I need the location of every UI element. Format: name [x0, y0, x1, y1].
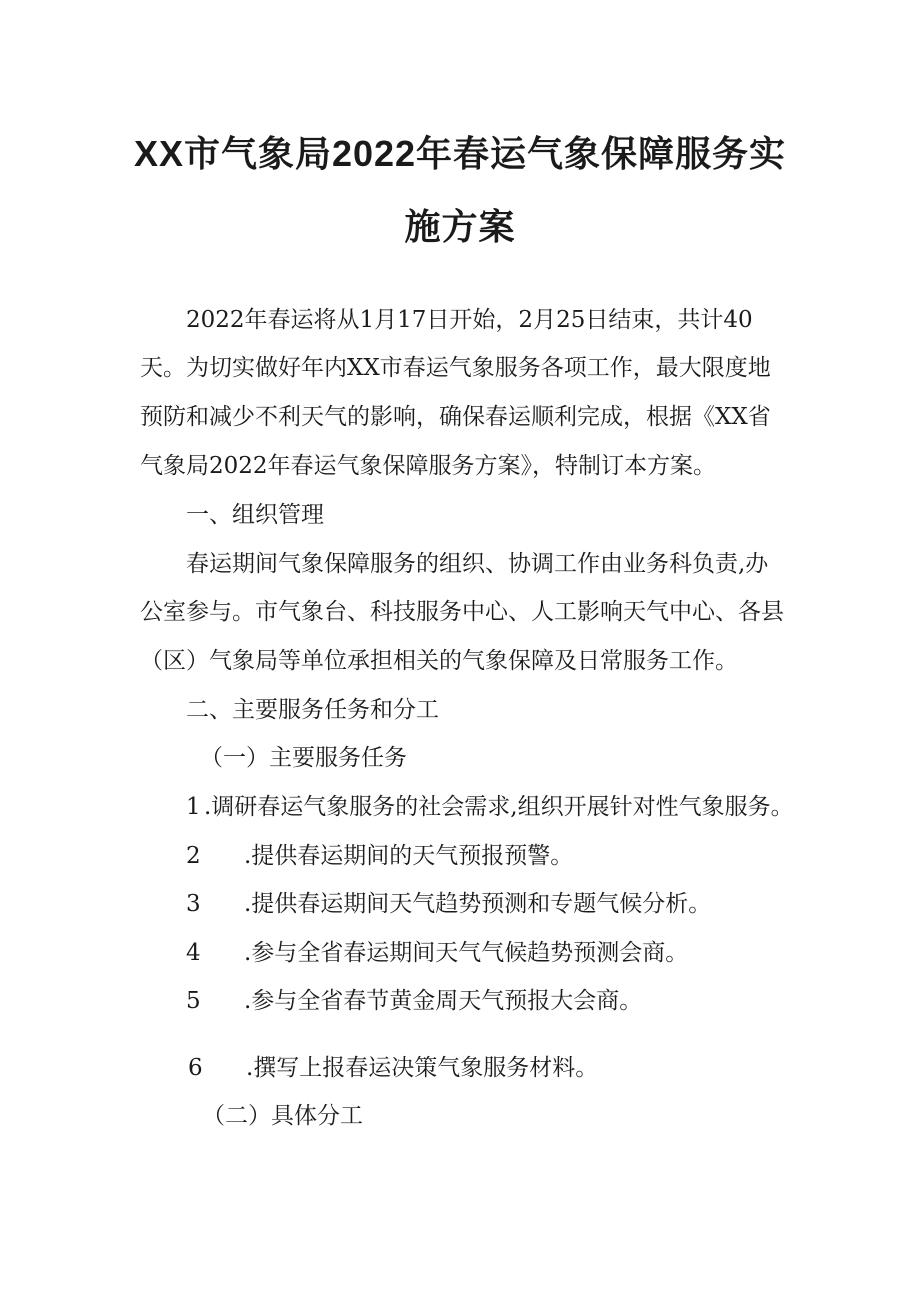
task-text: .参与全省春节黄金周天气预报大会商。	[244, 988, 643, 1014]
section-1-line-2: 公室参与。市气象台、科技服务中心、人工影响天气中心、各县	[140, 599, 784, 625]
task-text: .提供春运期间的天气预报预警。	[244, 843, 574, 869]
task-number: 6	[188, 1055, 203, 1081]
task-number: 4	[186, 940, 201, 966]
task-text: .参与全省春运期间天气气候趋势预测会商。	[244, 940, 689, 966]
task-item-1	[186, 792, 794, 822]
task-text: .调研春运气象服务的社会需求,组织开展针对性气象服务。	[204, 794, 794, 820]
task-text: .撰写上报春运决策气象服务材料。	[246, 1055, 599, 1081]
task-item-5	[186, 986, 642, 1016]
section-2-heading: 二、主要服务任务和分工	[186, 697, 439, 723]
subsection-1-heading: （一）主要服务任务	[200, 745, 407, 771]
task-item-4	[186, 938, 688, 968]
task-number: 3	[186, 891, 201, 917]
task-item-2	[186, 841, 573, 871]
intro-line-4: 气象局2022年春运气象保障服务方案》，特制订本方案。	[140, 453, 717, 479]
task-item-3	[186, 889, 711, 919]
intro-line-3: 预防和减少不利天气的影响，确保春运顺利完成，根据《XX省	[140, 404, 771, 430]
intro-line-1: 2022年春运将从1月17日开始，2月25日结束，共计40	[186, 307, 753, 333]
task-number: 2	[186, 843, 201, 869]
task-number: 1	[186, 794, 201, 820]
section-1-heading: 一、组织管理	[186, 502, 324, 528]
subsection-2-heading: （二）具体分工	[202, 1103, 363, 1129]
task-item-6	[188, 1053, 598, 1083]
task-number: 5	[186, 988, 201, 1014]
document-title-line-1: XX市气象局2022年春运气象保障服务实	[133, 133, 787, 174]
task-text: .提供春运期间天气趋势预测和专题气候分析。	[244, 891, 712, 917]
section-1-line-1: 春运期间气象保障服务的组织、协调工作由业务科负责,办	[186, 551, 769, 577]
document-title-line-2: 施方案	[404, 206, 516, 247]
section-1-line-3: （区）气象局等单位承担相关的气象保障及日常服务工作。	[140, 648, 738, 674]
intro-line-2: 天。为切实做好年内XX市春运气象服务各项工作，最大限度地	[140, 355, 771, 381]
